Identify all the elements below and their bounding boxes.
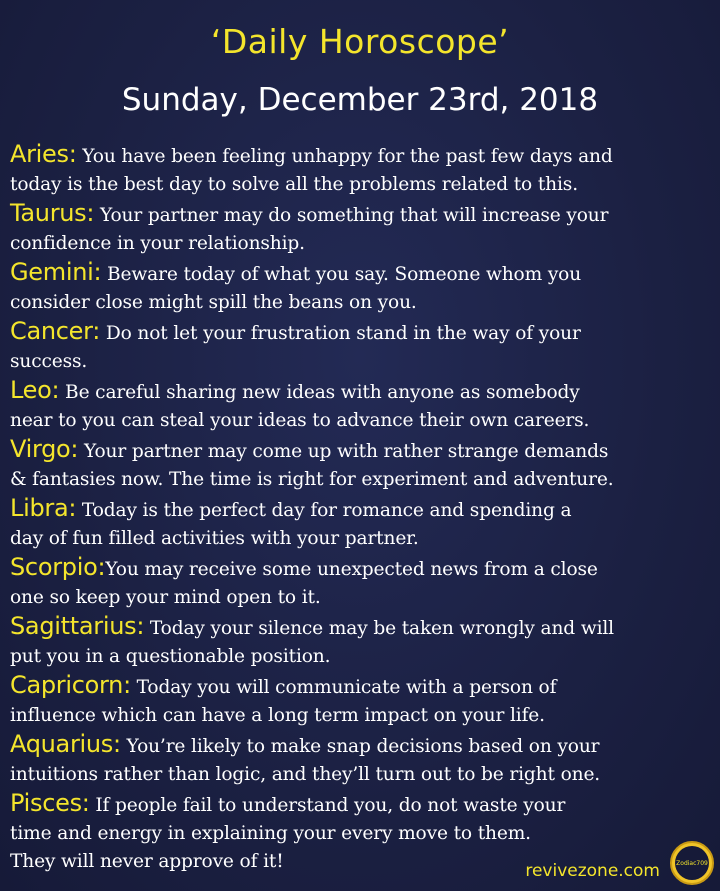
sign-label: Pisces: — [10, 789, 90, 817]
sign-label: Aquarius: — [10, 730, 121, 758]
horoscope-entry-capricorn — [10, 671, 710, 730]
entry-text: near to you can steal your ideas to advance their own careers. — [10, 410, 590, 431]
horoscope-entry-scorpio — [10, 553, 710, 612]
entry-text: one so keep your mind open to it. — [10, 587, 321, 608]
sign-label: Virgo: — [10, 435, 79, 463]
entry-text: put you in a questionable position. — [10, 646, 331, 667]
horoscope-entry-taurus — [10, 199, 710, 258]
entry-text: today is the best day to solve all the problems related to this. — [10, 174, 578, 195]
entry-text: If people fail to understand you, do not waste your — [89, 795, 566, 816]
entry-text: day of fun filled activities with your partner. — [10, 528, 419, 549]
entry-text: Your partner may come up with rather strange demands — [78, 441, 609, 462]
horoscope-entry-sagittarius — [10, 612, 710, 671]
entry-text: intuitions rather than logic, and they’ll turn out to be right one. — [10, 764, 601, 785]
entry-text: & fantasies now. The time is right for experiment and adventure. — [10, 469, 614, 490]
sign-label: Sagittarius: — [10, 612, 145, 640]
entry-text: confidence in your relationship. — [10, 233, 305, 254]
sign-label: Capricorn: — [10, 671, 131, 699]
site-watermark: revivezone.com — [525, 861, 660, 881]
entry-text: influence which can have a long term impact on your life. — [10, 705, 545, 726]
horoscope-entry-libra — [10, 494, 710, 553]
entry-text: Your partner may do something that will increase your — [94, 205, 609, 226]
page-title: ‘Daily Horoscope’ — [210, 22, 510, 61]
horoscope-entry-leo — [10, 376, 710, 435]
horoscope-entry-cancer — [10, 317, 710, 376]
sign-label: Cancer: — [10, 317, 101, 345]
horoscope-entry-virgo — [10, 435, 710, 494]
entry-text: time and energy in explaining your every move to them. — [10, 823, 531, 844]
zodiac-badge-logo — [670, 841, 714, 885]
badge-text: Zodiac709 — [675, 846, 709, 880]
sign-label: Leo: — [10, 376, 60, 404]
horoscope-entry-gemini — [10, 258, 710, 317]
entry-text: success. — [10, 351, 88, 372]
entry-text: consider close might spill the beans on you. — [10, 292, 417, 313]
entry-text: Today your silence may be taken wrongly and will — [144, 618, 614, 639]
entry-text: You may receive some unexpected news from a close — [105, 559, 598, 580]
entry-text: They will never approve of it! — [10, 851, 284, 872]
entry-text: Beware today of what you say. Someone whom you — [101, 264, 582, 285]
sign-label: Aries: — [10, 140, 77, 168]
horoscope-entry-aries — [10, 140, 710, 199]
sign-label: Scorpio: — [10, 553, 106, 581]
entry-text: Do not let your frustration stand in the way of your — [100, 323, 581, 344]
sign-label: Libra: — [10, 494, 77, 522]
horoscope-entry-aquarius — [10, 730, 710, 789]
entry-text: Today you will communicate with a person of — [130, 677, 557, 698]
sign-label: Taurus: — [10, 199, 95, 227]
page-date: Sunday, December 23rd, 2018 — [121, 82, 599, 118]
entry-text: Be careful sharing new ideas with anyone as somebody — [59, 382, 580, 403]
sign-label: Gemini: — [10, 258, 102, 286]
entry-text: You have been feeling unhappy for the past few days and — [76, 146, 613, 167]
entry-text: Today is the perfect day for romance and spending a — [76, 500, 572, 521]
entry-text: You’re likely to make snap decisions based on your — [120, 736, 600, 757]
